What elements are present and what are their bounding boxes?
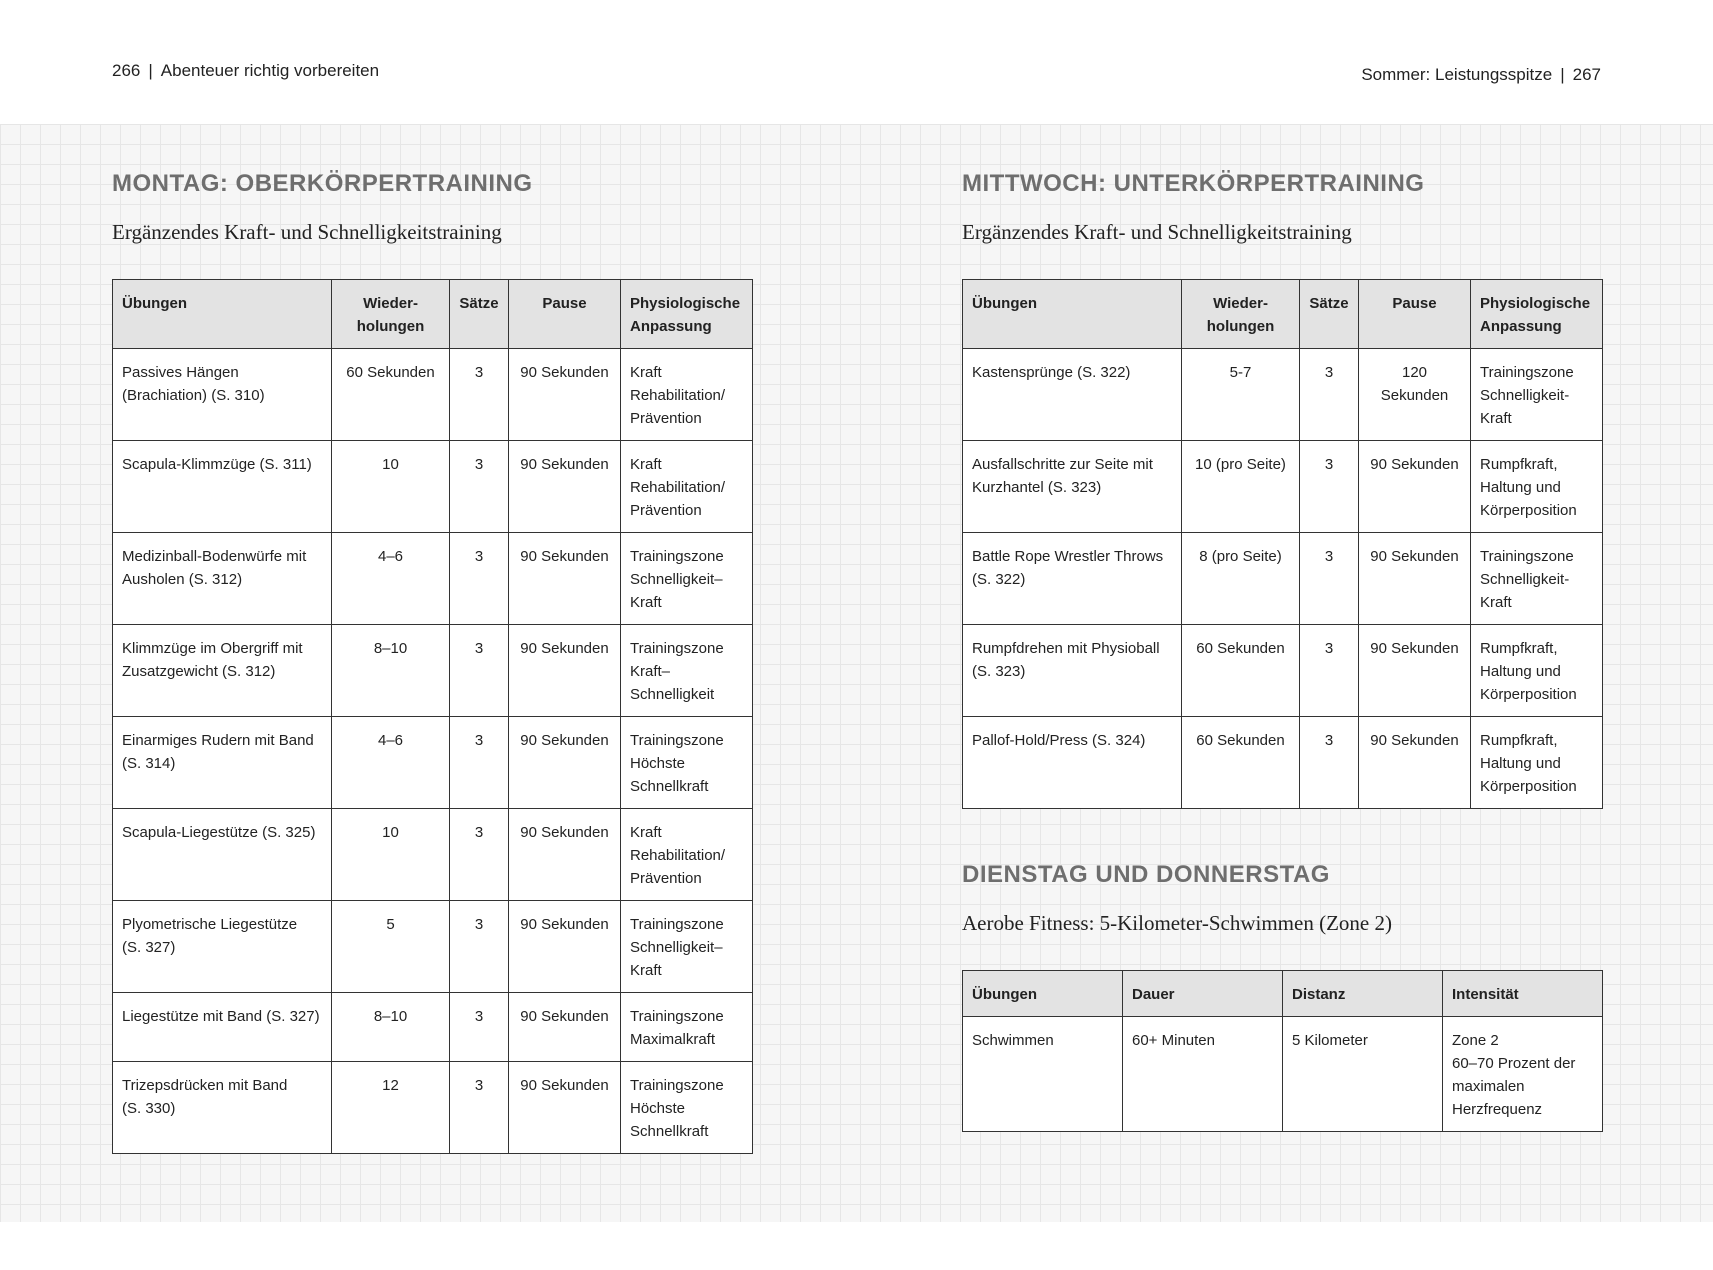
- table-row: [113, 717, 753, 809]
- table-row: [113, 901, 753, 993]
- cell-adaptation: Kraft Rehabilitation/ Prävention: [621, 809, 753, 901]
- cell-adaptation: Trainingszone Kraft– Schnelligkeit: [621, 625, 753, 717]
- monday-table: [112, 279, 753, 1154]
- cell-exercise: Rumpfdrehen mit Physioball (S. 323): [963, 625, 1182, 717]
- table-header-row: [963, 971, 1603, 1017]
- cell-adaptation: Trainingszone Maximalkraft: [621, 993, 753, 1062]
- cell-sets: 3: [1300, 625, 1359, 717]
- cell-exercise: Plyometrische Liegestütze (S. 327): [113, 901, 332, 993]
- cell-rest: 90 Sekunden: [509, 809, 621, 901]
- chapter-title-right: Sommer: Leistungsspitze: [1361, 65, 1553, 84]
- cell-reps: 8–10: [332, 625, 450, 717]
- cell-adaptation: Trainingszone Höchste Schnellkraft: [621, 717, 753, 809]
- cell-sets: 3: [1300, 349, 1359, 441]
- cell-rest: 90 Sekunden: [1359, 717, 1471, 809]
- cell-rest: 90 Sekunden: [509, 441, 621, 533]
- running-head-left: [112, 61, 379, 81]
- table-row: [113, 625, 753, 717]
- cell-exercise: Scapula-Liegestütze (S. 325): [113, 809, 332, 901]
- table-header-row: [113, 280, 753, 349]
- cell-rest: 120 Sekunden: [1359, 349, 1471, 441]
- cell-exercise: Scapula-Klimmzüge (S. 311): [113, 441, 332, 533]
- tue-thu-title: DIENSTAG UND DONNERSTAG: [962, 861, 1330, 888]
- table-row: [963, 441, 1603, 533]
- cell-reps: 5-7: [1182, 349, 1300, 441]
- cell-sets: 3: [1300, 533, 1359, 625]
- col-header-adaptation: Physiologische Anpassung: [1471, 280, 1603, 349]
- cell-sets: 3: [450, 993, 509, 1062]
- cell-adaptation: Trainingszone Schnelligkeit– Kraft: [621, 533, 753, 625]
- cell-sets: 3: [450, 901, 509, 993]
- col-header-reps: Wieder- holungen: [1182, 280, 1300, 349]
- cell-exercise: Klimmzüge im Obergriff mit Zusatzgewicht (S. 312): [113, 625, 332, 717]
- cell-rest: 90 Sekunden: [1359, 533, 1471, 625]
- col-header-exercise: Übungen: [113, 280, 332, 349]
- table-row: [113, 993, 753, 1062]
- cell-exercise: Trizepsdrücken mit Band (S. 330): [113, 1062, 332, 1154]
- cell-reps: 12: [332, 1062, 450, 1154]
- cell-sets: 3: [450, 625, 509, 717]
- cell-exercise: Kastensprünge (S. 322): [963, 349, 1182, 441]
- cell-reps: 5: [332, 901, 450, 993]
- col-header-rest: Pause: [1359, 280, 1471, 349]
- cell-adaptation: Kraft Rehabilitation/ Prävention: [621, 349, 753, 441]
- cell-sets: 3: [450, 717, 509, 809]
- col-header-adaptation: Physiologische Anpassung: [621, 280, 753, 349]
- running-head-right: [1361, 65, 1601, 85]
- cell-sets: 3: [450, 441, 509, 533]
- tue-thu-table: [962, 970, 1603, 1132]
- monday-subtitle: Ergänzendes Kraft- und Schnelligkeitstraining: [112, 220, 502, 244]
- col-header-sets: Sätze: [450, 280, 509, 349]
- col-header-exercise: Übungen: [963, 280, 1182, 349]
- cell-rest: 90 Sekunden: [509, 533, 621, 625]
- cell-rest: 90 Sekunden: [509, 717, 621, 809]
- col-header-rest: Pause: [509, 280, 621, 349]
- cell-exercise: Pallof-Hold/Press (S. 324): [963, 717, 1182, 809]
- cell-exercise: Medizinball-Bodenwürfe mit Ausholen (S. 312): [113, 533, 332, 625]
- cell-distance: 5 Kilometer: [1283, 1017, 1443, 1132]
- cell-exercise: Einarmiges Rudern mit Band (S. 314): [113, 717, 332, 809]
- cell-adaptation: Kraft Rehabilitation/ Prävention: [621, 441, 753, 533]
- wednesday-table: [962, 279, 1603, 809]
- cell-sets: 3: [450, 533, 509, 625]
- cell-reps: 60 Sekunden: [1182, 625, 1300, 717]
- cell-adaptation: Trainingszone Schnelligkeit- Kraft: [1471, 533, 1603, 625]
- col-header-intensity: Intensität: [1443, 971, 1603, 1017]
- cell-reps: 60 Sekunden: [332, 349, 450, 441]
- table-row: [963, 533, 1603, 625]
- cell-exercise: Ausfallschritte zur Seite mit Kurzhantel (S. 323): [963, 441, 1182, 533]
- cell-reps: 8 (pro Seite): [1182, 533, 1300, 625]
- separator-right: |: [1560, 65, 1565, 84]
- separator-left: |: [148, 61, 153, 80]
- table-row: [113, 533, 753, 625]
- table-header-row: [963, 280, 1603, 349]
- cell-adaptation: Rumpfkraft, Haltung und Körperposition: [1471, 441, 1603, 533]
- cell-sets: 3: [450, 349, 509, 441]
- table-row: [963, 349, 1603, 441]
- cell-adaptation: Rumpfkraft, Haltung und Körperposition: [1471, 717, 1603, 809]
- col-header-distance: Distanz: [1283, 971, 1443, 1017]
- cell-reps: 4–6: [332, 717, 450, 809]
- cell-reps: 10 (pro Seite): [1182, 441, 1300, 533]
- table-row: [113, 1062, 753, 1154]
- cell-sets: 3: [450, 809, 509, 901]
- tue-thu-subtitle: Aerobe Fitness: 5-Kilometer-Schwimmen (Zone 2): [962, 911, 1392, 935]
- cell-rest: 90 Sekunden: [509, 993, 621, 1062]
- table-row: [963, 717, 1603, 809]
- table-row: [113, 441, 753, 533]
- cell-reps: 10: [332, 441, 450, 533]
- table-row: [113, 809, 753, 901]
- cell-sets: 3: [1300, 717, 1359, 809]
- table-row: [963, 625, 1603, 717]
- cell-duration: 60+ Minuten: [1123, 1017, 1283, 1132]
- cell-exercise: Liegestütze mit Band (S. 327): [113, 993, 332, 1062]
- cell-exercise: Battle Rope Wrestler Throws (S. 322): [963, 533, 1182, 625]
- cell-adaptation: Rumpfkraft, Haltung und Körperposition: [1471, 625, 1603, 717]
- col-header-exercise: Übungen: [963, 971, 1123, 1017]
- cell-adaptation: Trainingszone Höchste Schnellkraft: [621, 1062, 753, 1154]
- table-row: [963, 1017, 1603, 1132]
- cell-rest: 90 Sekunden: [509, 1062, 621, 1154]
- page-number-right: 267: [1572, 65, 1601, 84]
- right-page: [962, 170, 1602, 1132]
- cell-adaptation: Trainingszone Schnelligkeit- Kraft: [1471, 349, 1603, 441]
- col-header-sets: Sätze: [1300, 280, 1359, 349]
- cell-sets: 3: [450, 1062, 509, 1154]
- cell-reps: 8–10: [332, 993, 450, 1062]
- page-number-left: 266: [112, 61, 141, 80]
- cell-exercise: Passives Hängen (Brachiation) (S. 310): [113, 349, 332, 441]
- table-row: [113, 349, 753, 441]
- cell-sets: 3: [1300, 441, 1359, 533]
- col-header-duration: Dauer: [1123, 971, 1283, 1017]
- cell-rest: 90 Sekunden: [509, 625, 621, 717]
- cell-rest: 90 Sekunden: [509, 349, 621, 441]
- cell-rest: 90 Sekunden: [1359, 441, 1471, 533]
- cell-reps: 60 Sekunden: [1182, 717, 1300, 809]
- chapter-title-left: Abenteuer richtig vorbereiten: [160, 61, 380, 80]
- left-page: [112, 170, 752, 1154]
- monday-title: MONTAG: OBERKÖRPERTRAINING: [112, 170, 533, 197]
- cell-rest: 90 Sekunden: [509, 901, 621, 993]
- cell-reps: 10: [332, 809, 450, 901]
- cell-exercise: Schwimmen: [963, 1017, 1123, 1132]
- cell-adaptation: Trainingszone Schnelligkeit– Kraft: [621, 901, 753, 993]
- cell-intensity: Zone 2 60–70 Prozent der maximalen Herzfrequenz: [1443, 1017, 1603, 1132]
- wednesday-title: MITTWOCH: UNTERKÖRPERTRAINING: [962, 170, 1425, 197]
- wednesday-subtitle: Ergänzendes Kraft- und Schnelligkeitstraining: [962, 220, 1352, 244]
- cell-rest: 90 Sekunden: [1359, 625, 1471, 717]
- cell-reps: 4–6: [332, 533, 450, 625]
- col-header-reps: Wieder- holungen: [332, 280, 450, 349]
